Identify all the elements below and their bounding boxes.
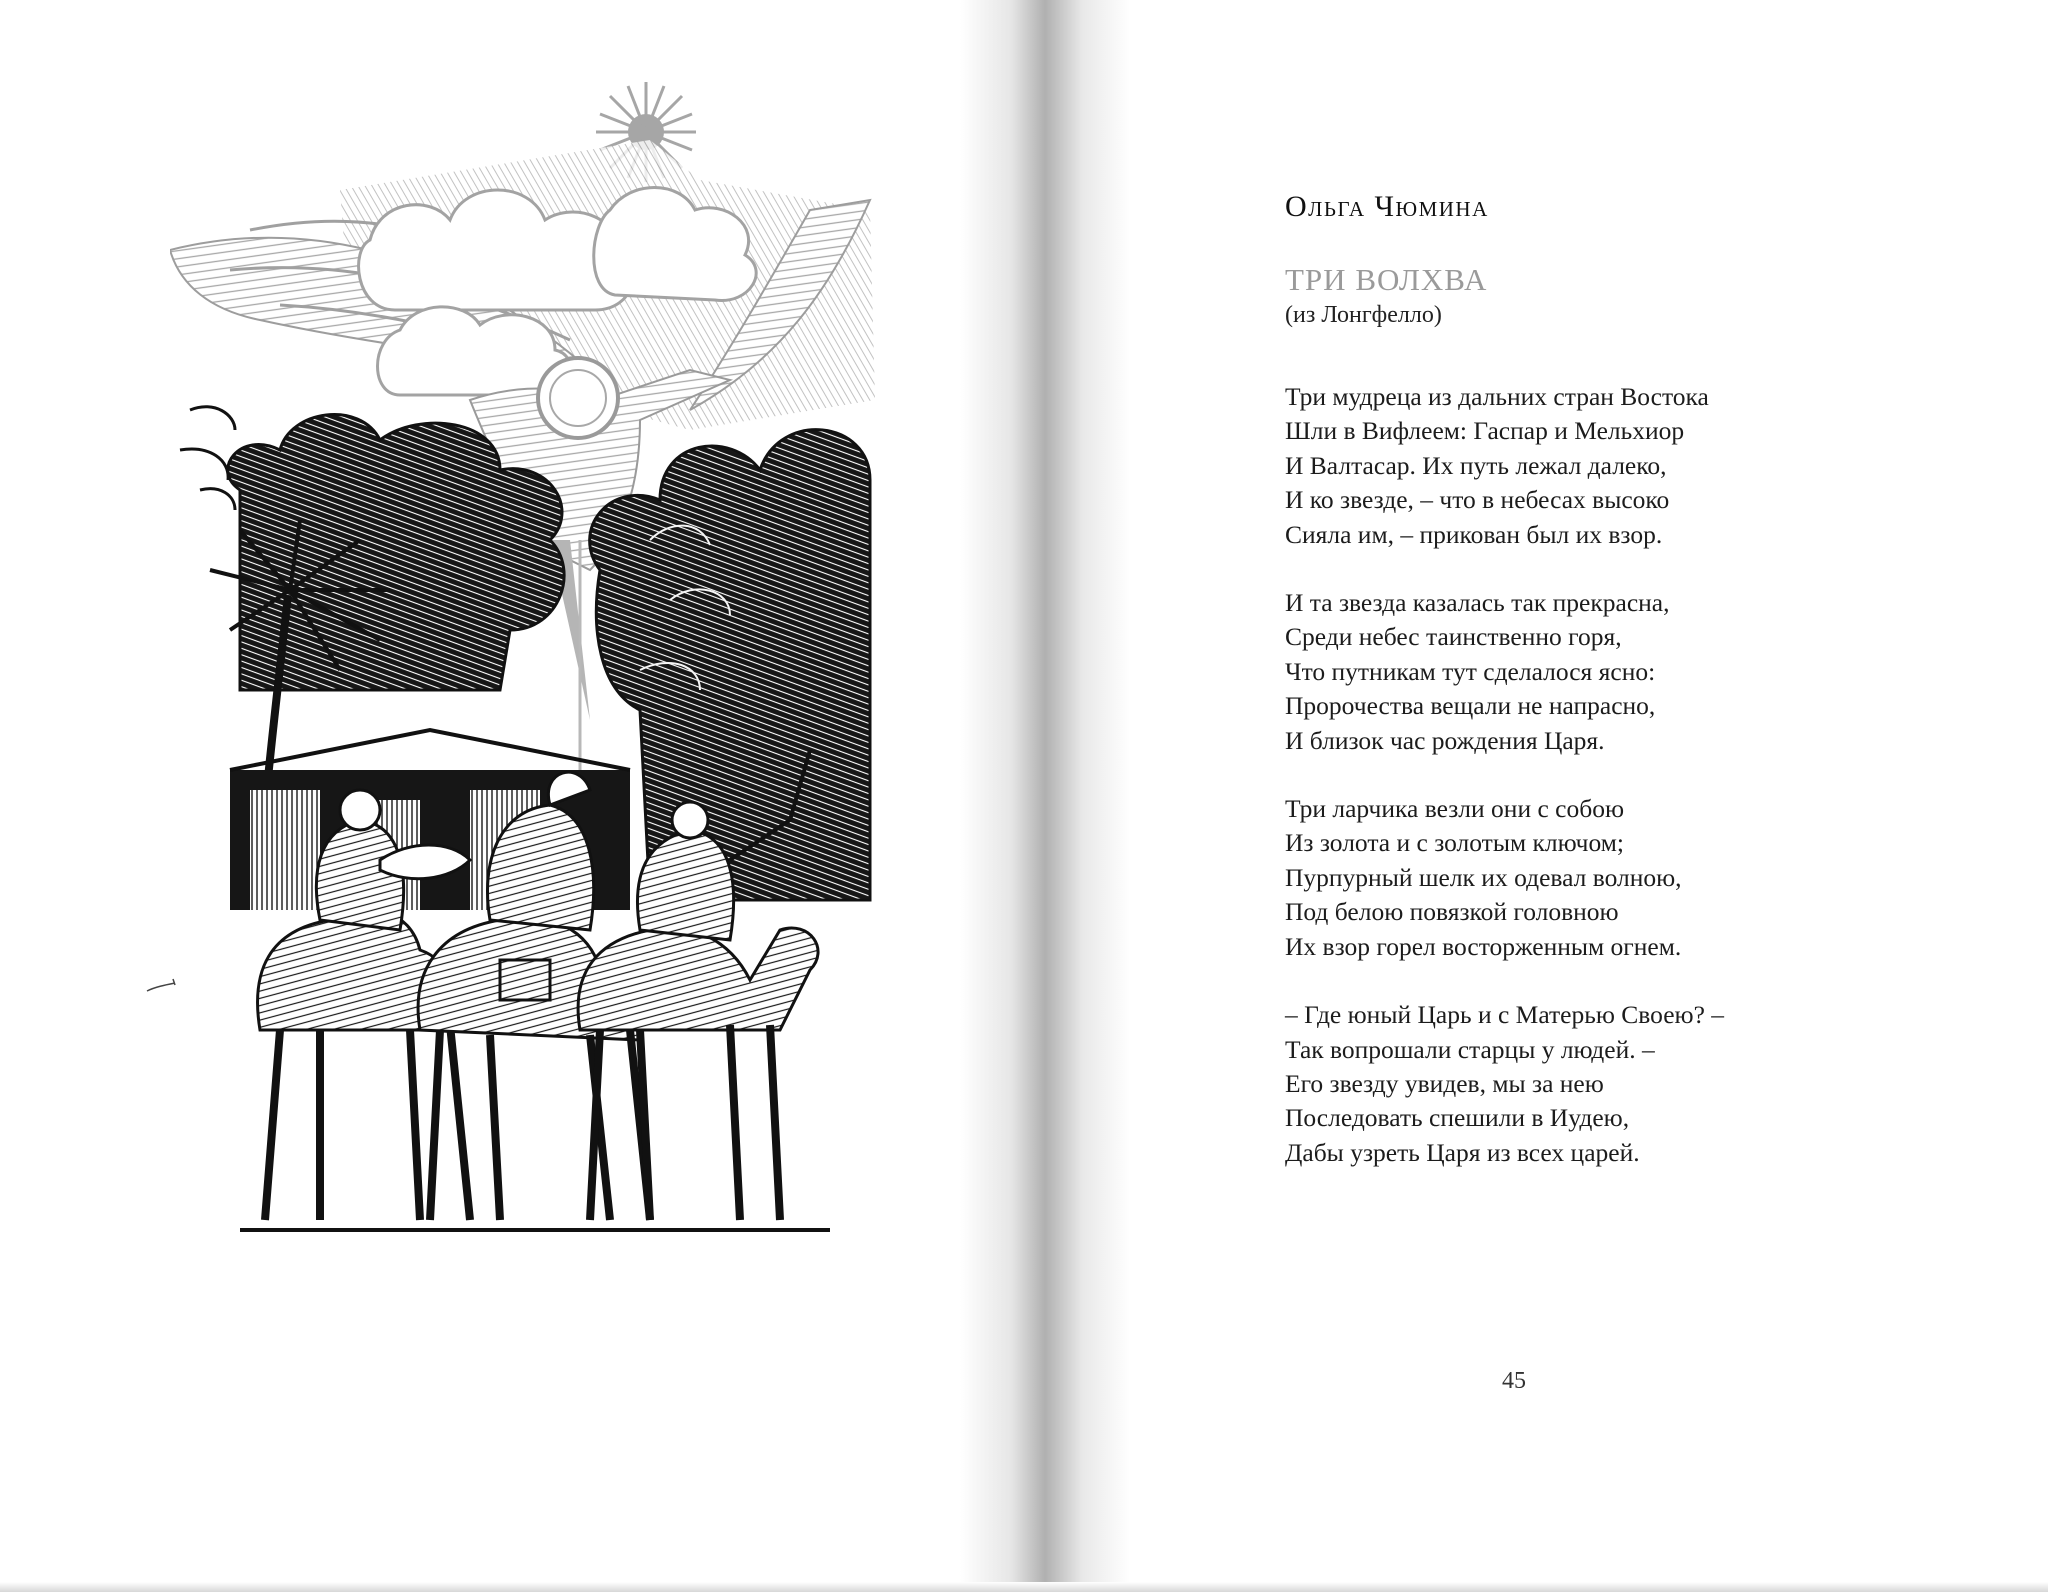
stanza [1285,586,1985,758]
stanza [1285,998,1985,1170]
poem-line: Его звезду увидев, мы за нею [1285,1068,1604,1098]
poem-line: Последовать спешили в Иудею, [1285,1103,1630,1133]
poem-line: Шли в Вифлеем: Гаспар и Мельхиор [1285,416,1685,446]
dark-clouds-right [590,430,870,900]
poem-line: Среди небес таинственно горя, [1285,622,1622,652]
stanza [1285,380,1985,552]
author-name: Ольга Чюмина [1285,190,1489,223]
poem-line: Пурпурный шелк их одевал волною, [1285,862,1682,892]
stanza [1285,792,1985,964]
poem-line: Из золота и с золотым ключом; [1285,828,1624,858]
poem-line: Пророчества вещали не напрасно, [1285,691,1656,721]
book-gutter-shadow [960,0,1130,1592]
poem-line: – Где юный Царь и с Матерью Своею? – [1285,1000,1725,1030]
poem-line: Три мудреца из дальних стран Востока [1285,382,1709,411]
page-number: 45 [1502,1368,1526,1394]
poem-body [1285,380,1985,1204]
poem-line: Три ларчика везли они с собою [1285,794,1624,824]
poem-line: И близок час рождения Царя. [1285,725,1605,755]
poem-line: И ко звезде, – что в небесах высоко [1285,485,1670,515]
poem-subtitle: (из Лонгфелло) [1285,302,1442,328]
poem-line: И та звезда казалась так прекрасна, [1285,588,1670,618]
page-bottom-edge [0,1582,2048,1592]
poem-line: Дабы узреть Царя из всех царей. [1285,1137,1640,1167]
woodcut-magi-illustration [170,70,885,1250]
page-speck [145,975,185,995]
poem-line: Так вопрошали старцы у людей. – [1285,1034,1655,1064]
poem-line: Что путникам тут сделалося ясно: [1285,656,1656,686]
poem-title: ТРИ ВОЛХВА [1285,262,1488,297]
poem-line: Их взор горел восторженным огнем. [1285,931,1682,961]
poem-line: И Валтасар. Их путь лежал далеко, [1285,450,1667,480]
poem-line: Под белою повязкой головною [1285,897,1619,927]
poem-line: Сияла им, – прикован был их взор. [1285,519,1663,549]
